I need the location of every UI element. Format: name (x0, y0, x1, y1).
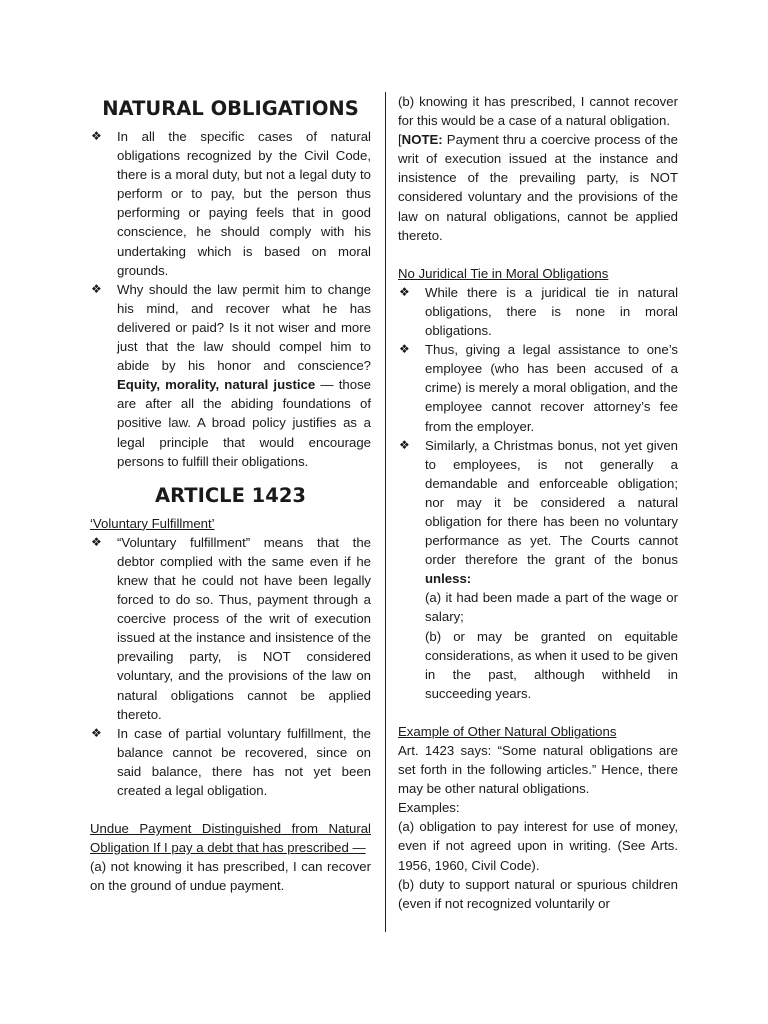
section-heading: Example of Other Natural Obligations (398, 723, 617, 739)
spacer (398, 703, 678, 722)
list-item (90, 724, 371, 800)
right-column (398, 92, 678, 913)
left-column (90, 92, 371, 895)
example-item: (b) duty to support natural or spurious children (even if not recognized voluntarily or (398, 876, 678, 911)
spacer (398, 245, 678, 264)
section-heading: No Juridical Tie in Moral Obligations (398, 265, 609, 281)
diamond-bullet-icon: ❖ (91, 534, 102, 549)
paragraph-text: In case of partial voluntary fulfillment, the balance cannot be recovered, since on said balance, there has not yet been created a legal obligation. (117, 725, 371, 798)
diamond-bullet-icon: ❖ (91, 725, 102, 740)
article-title: ARTICLE 1423 (155, 483, 306, 507)
column-divider (385, 92, 386, 932)
list-item (90, 127, 371, 280)
note-bracket: [ (398, 132, 402, 148)
section-heading: Undue Payment Distinguished from Natural Obligation If I pay a debt that has prescribed — (90, 821, 371, 856)
paragraph-text: (b) knowing it has prescribed, I cannot recover for this would be a case of a natural obligation. (398, 94, 678, 129)
note-label: NOTE: (401, 132, 443, 148)
list-item (90, 533, 371, 724)
paragraph-text: In all the specific cases of natural obligations recognized by the Civil Code, there is a moral duty, but not a legal duty to perform or to pay, but the person thus performing or paying feels that in good conscience, he should comply with his undertaking which is based on moral grounds. (117, 129, 371, 278)
diamond-bullet-icon: ❖ (91, 129, 102, 143)
spacer (90, 800, 371, 819)
diamond-bullet-icon: ❖ (91, 281, 102, 296)
section-heading: ‘Voluntary Fulfillment’ (90, 515, 215, 531)
bold-phrase: unless: (425, 571, 472, 587)
page-title: NATURAL OBLIGATIONS (102, 97, 359, 120)
paragraph-text: Similarly, a Christmas bonus, not yet given to employees, is not generally a demandable and enforceable obligation; nor may it be considered a natural obligation for there has been no voluntary performance as yet. The Courts cannot order therefore the grant of the bonus (425, 437, 678, 568)
paragraph-text: Why should the law permit him to change his mind, and recover what he has delivered or paid? Is it not wiser and more just that the law should compel him to abide by his honor and conscience? (117, 281, 371, 374)
list-item (398, 436, 678, 589)
list-item (90, 280, 371, 471)
example-item: (a) obligation to pay interest for use of money, even if not agreed upon in writing. (See Arts. 1956, 1960, Civil Code). (398, 819, 678, 873)
diamond-bullet-icon: ❖ (399, 284, 410, 299)
paragraph-text: — those are after all the abiding foundations of positive law. A broad policy justifies as a legal principle that would encourage persons to fulfill their obligations. (117, 377, 372, 469)
note-paragraph (398, 130, 678, 245)
bold-phrase: Equity, morality, natural justice (117, 377, 316, 393)
list-item (398, 283, 678, 340)
note-text: Payment thru a coercive process of the writ of execution issued at the instance and insistence of the prevailing party, is NOT considered voluntary and the provisions of the law on natural obligations, cannot be applied thereto. (398, 132, 678, 243)
sub-item: (b) or may be granted on equitable considerations, as when it used to be given in the past, although withheld in succeeding years. (425, 628, 678, 701)
paragraph-text: Art. 1423 says: “Some natural obligations are set forth in the following articles.” Hence, there may be other natural obligations. (398, 743, 678, 797)
paragraph-text: “Voluntary fulfillment” means that the debtor complied with the same even if he knew that he could not have been legally forced to do so. Thus, payment through a coercive process of the writ of execution issued at the instance and insistence of the prevailing party, is NOT considered voluntary, and the provisions of the law on natural obligations cannot be applied thereto. (117, 534, 371, 722)
sub-item: (a) it had been made a part of the wage or salary; (425, 590, 678, 625)
diamond-bullet-icon: ❖ (399, 342, 410, 357)
diamond-bullet-icon: ❖ (399, 437, 410, 452)
paragraph-text: While there is a juridical tie in natural obligations, there is none in moral obligations. (425, 284, 678, 339)
paragraph-text: Thus, giving a legal assistance to one’s employee (who has been accused of a crime) is merely a moral obligation, and the employee cannot recover attorney’s fee from the employer. (425, 342, 678, 434)
examples-label: Examples: (398, 800, 460, 816)
list-item (398, 340, 678, 435)
paragraph-text: (a) not knowing it has prescribed, I can recover on the ground of undue payment. (90, 859, 371, 894)
